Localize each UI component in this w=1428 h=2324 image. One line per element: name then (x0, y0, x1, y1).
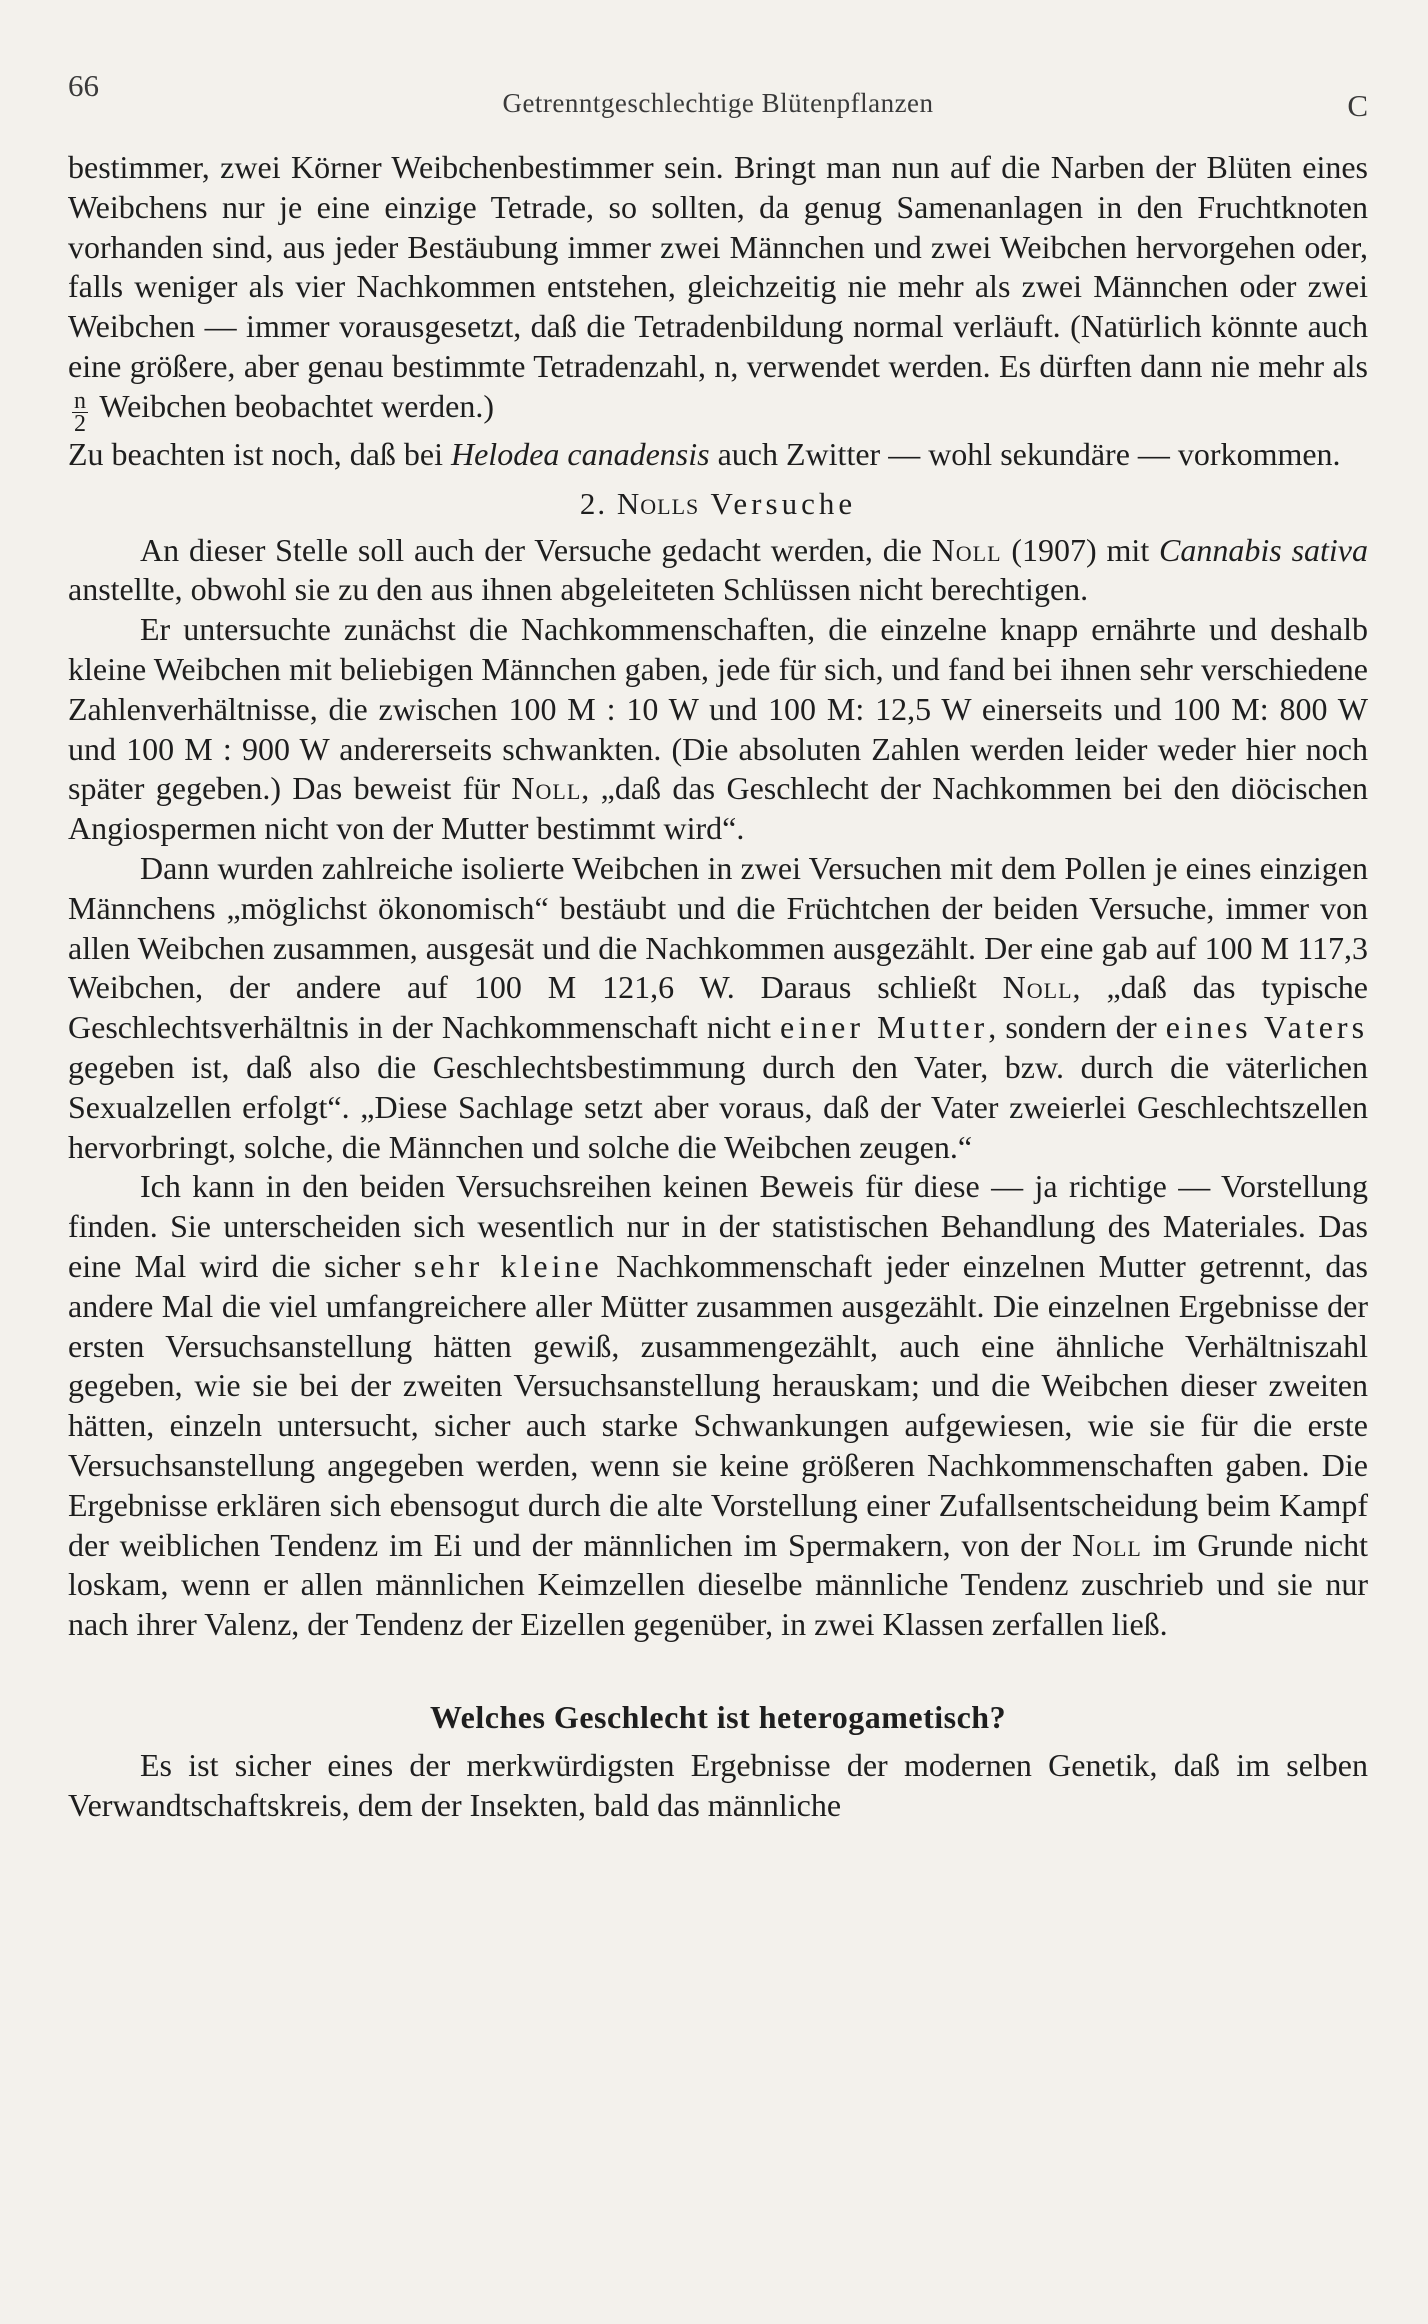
fraction-numerator: n (74, 387, 86, 414)
text-run: Dann wurden zahlreiche isolierte Weibchen in zwei Versuchen mit dem Pollen je eines einzigen Männchens „möglichst ökonomisch“ bestäubt und die Früchtchen der beiden Versuche, immer von allen Weibchen zusammen, ausgesät und die Nachkommen ausgezählt. Der eine gab auf 100 M 117,3 Weibchen, der andere auf 100 M 121,6 W. Daraus schließt (68, 849, 1368, 1006)
paragraph-2 (68, 435, 1368, 475)
page-number: 66 (68, 68, 99, 103)
section-number: 2. (579, 485, 617, 521)
species-name: Helodea canadensis (450, 435, 710, 472)
chapter-heading: Welches Geschlecht ist heterogametisch? (429, 1698, 1007, 1735)
text-run: bestimmer, zwei Körner Weibchenbestimmer sein. Bringt man nun auf die Narben der Blüten eines Weibchens nur je eine einzige Tetrade, so sollten, da genug Samenanlagen in den Fruchtknoten vorhanden sind, aus jeder Bestäubung immer zwei Männchen und zwei Weibchen hervorgehen oder, falls weniger als vier Nachkommen entstehen, gleichzeitig nie mehr als zwei Männchen oder zwei Weibchen — immer vorausgesetzt, daß die Tetradenbildung normal verläuft. (Natürlich könnte auch eine größere, aber genau bestimmte Tetradenzahl, n, verwendet werden. Es dürften dann nie mehr als (68, 149, 1368, 384)
text-run: anstellte, obwohl sie zu den aus ihnen abgeleiteten Schlüssen nicht berechtigen. (68, 571, 1089, 608)
text-run: auch Zwitter — wohl sekundäre — vorkommen. (709, 435, 1341, 472)
signature-mark: C (1347, 88, 1368, 123)
text-run: , sondern der (988, 1009, 1166, 1046)
text-run: An dieser Stelle soll auch der Versuche gedacht werden, die (140, 531, 932, 568)
paragraph-5 (68, 849, 1368, 1167)
species-name: Cannabis sativa (1159, 531, 1369, 568)
author-name: Noll (1071, 1526, 1142, 1563)
fraction-denominator: 2 (74, 410, 86, 437)
text-run: , „daß das typische Geschlechtsverhältnis in der Nachkommenschaft nicht (68, 969, 1369, 1046)
text-run: Weibchen beobachtet werden.) (92, 387, 494, 424)
paragraph-1 (68, 148, 1368, 435)
spaced-emphasis: sehr kleine (413, 1247, 603, 1284)
paragraph-7 (68, 1746, 1368, 1826)
paragraph-6 (68, 1167, 1368, 1645)
author-name: Noll (1002, 969, 1073, 1006)
text-run: Nachkommenschaft jeder einzelnen Mutter getrennt, das andere Mal die viel umfangreichere aller Mütter zusammen ausgezählt. Die einzelnen Ergebnisse der ersten Versuchsanstellung hätten gewiß, zusammengezählt, auch eine ähnliche Verhältniszahl gegeben, wie sie bei der zweiten Versuchsanstellung herauskam; und die Weibchen dieser zweiten hätten, einzeln untersucht, sicher auch starke Schwankungen aufgewiesen, wie sie für die erste Versuchsanstellung angegeben werden, wenn sie keine größeren Nachkommenschaften gaben. Die Ergebnisse erklären sich ebensogut durch die alte Vorstellung einer Zufallsentscheidung beim Kampf der weiblichen Tendenz im Ei und der männlichen im Spermakern, von der (68, 1247, 1369, 1563)
author-name: Nolls (616, 485, 700, 521)
text-run: Es ist sicher eines der merkwürdigsten Ergebnisse der modernen Genetik, daß im selben Verwandtschaftskreis, dem der Insekten, bald das männliche (68, 1746, 1368, 1823)
author-name: Noll (511, 770, 582, 807)
paragraph-4 (68, 610, 1368, 849)
text-run: , „daß das Geschlecht der Nachkommen bei den diöcischen Angiospermen nicht von der Mutter bestimmt wird“. (68, 770, 1369, 847)
text-run: gegeben ist, daß also die Geschlechtsbestimmung durch den Vater, bzw. durch die väterlichen Sexualzellen erfolgt“. „Diese Sachlage setzt aber voraus, daß der Vater zweierlei Geschlechtszellen hervorbringt, solche, die Männchen und solche die Weibchen zeugen.“ (68, 1048, 1368, 1165)
text-run: (1907) mit (1001, 531, 1160, 568)
spaced-emphasis: eines Vaters (1165, 1009, 1369, 1046)
fraction-n-over-2 (72, 387, 88, 437)
running-head (68, 60, 1368, 123)
text-run: Zu beachten ist noch, daß bei (68, 435, 451, 472)
section-heading (68, 483, 1368, 525)
author-name: Noll (931, 531, 1002, 568)
text-run: Er untersuchte zunächst die Nachkommenschaften, die einzelne knapp ernährte und deshalb kleine Weibchen mit beliebigen Männchen gaben, jede für sich, und fand bei ihnen sehr verschiedene Zahlenverhältnisse, die zwischen 100 M : 10 W und 100 M: 12,5 W einerseits und 100 M: 800 W und 100 M : 900 W andererseits schwankten. (Die absoluten Zahlen werden leider weder hier noch später gegeben.) Das beweist für (68, 611, 1368, 807)
text-run: Ich kann in den beiden Versuchsreihen keinen Beweis für diese — ja richtige — Vorstellung finden. Sie unterscheiden sich wesentlich nur in der statistischen Behandlung des Materiales. Das eine Mal wird die sicher (68, 1168, 1368, 1284)
running-title: Getrenntgeschlechtige Blütenpflanzen (502, 88, 934, 118)
paragraph-3 (68, 531, 1368, 611)
text-run: im Grunde nicht loskam, wenn er allen männlichen Keimzellen dieselbe männliche Tendenz zuschrieb und sie nur nach ihrer Valenz, der Tendenz der Eizellen gegenüber, in zwei Klassen zerfallen ließ. (68, 1526, 1368, 1643)
section-word: Versuche (699, 485, 857, 521)
body-text (68, 148, 1368, 1825)
spaced-emphasis: einer Mutter (780, 1009, 989, 1046)
